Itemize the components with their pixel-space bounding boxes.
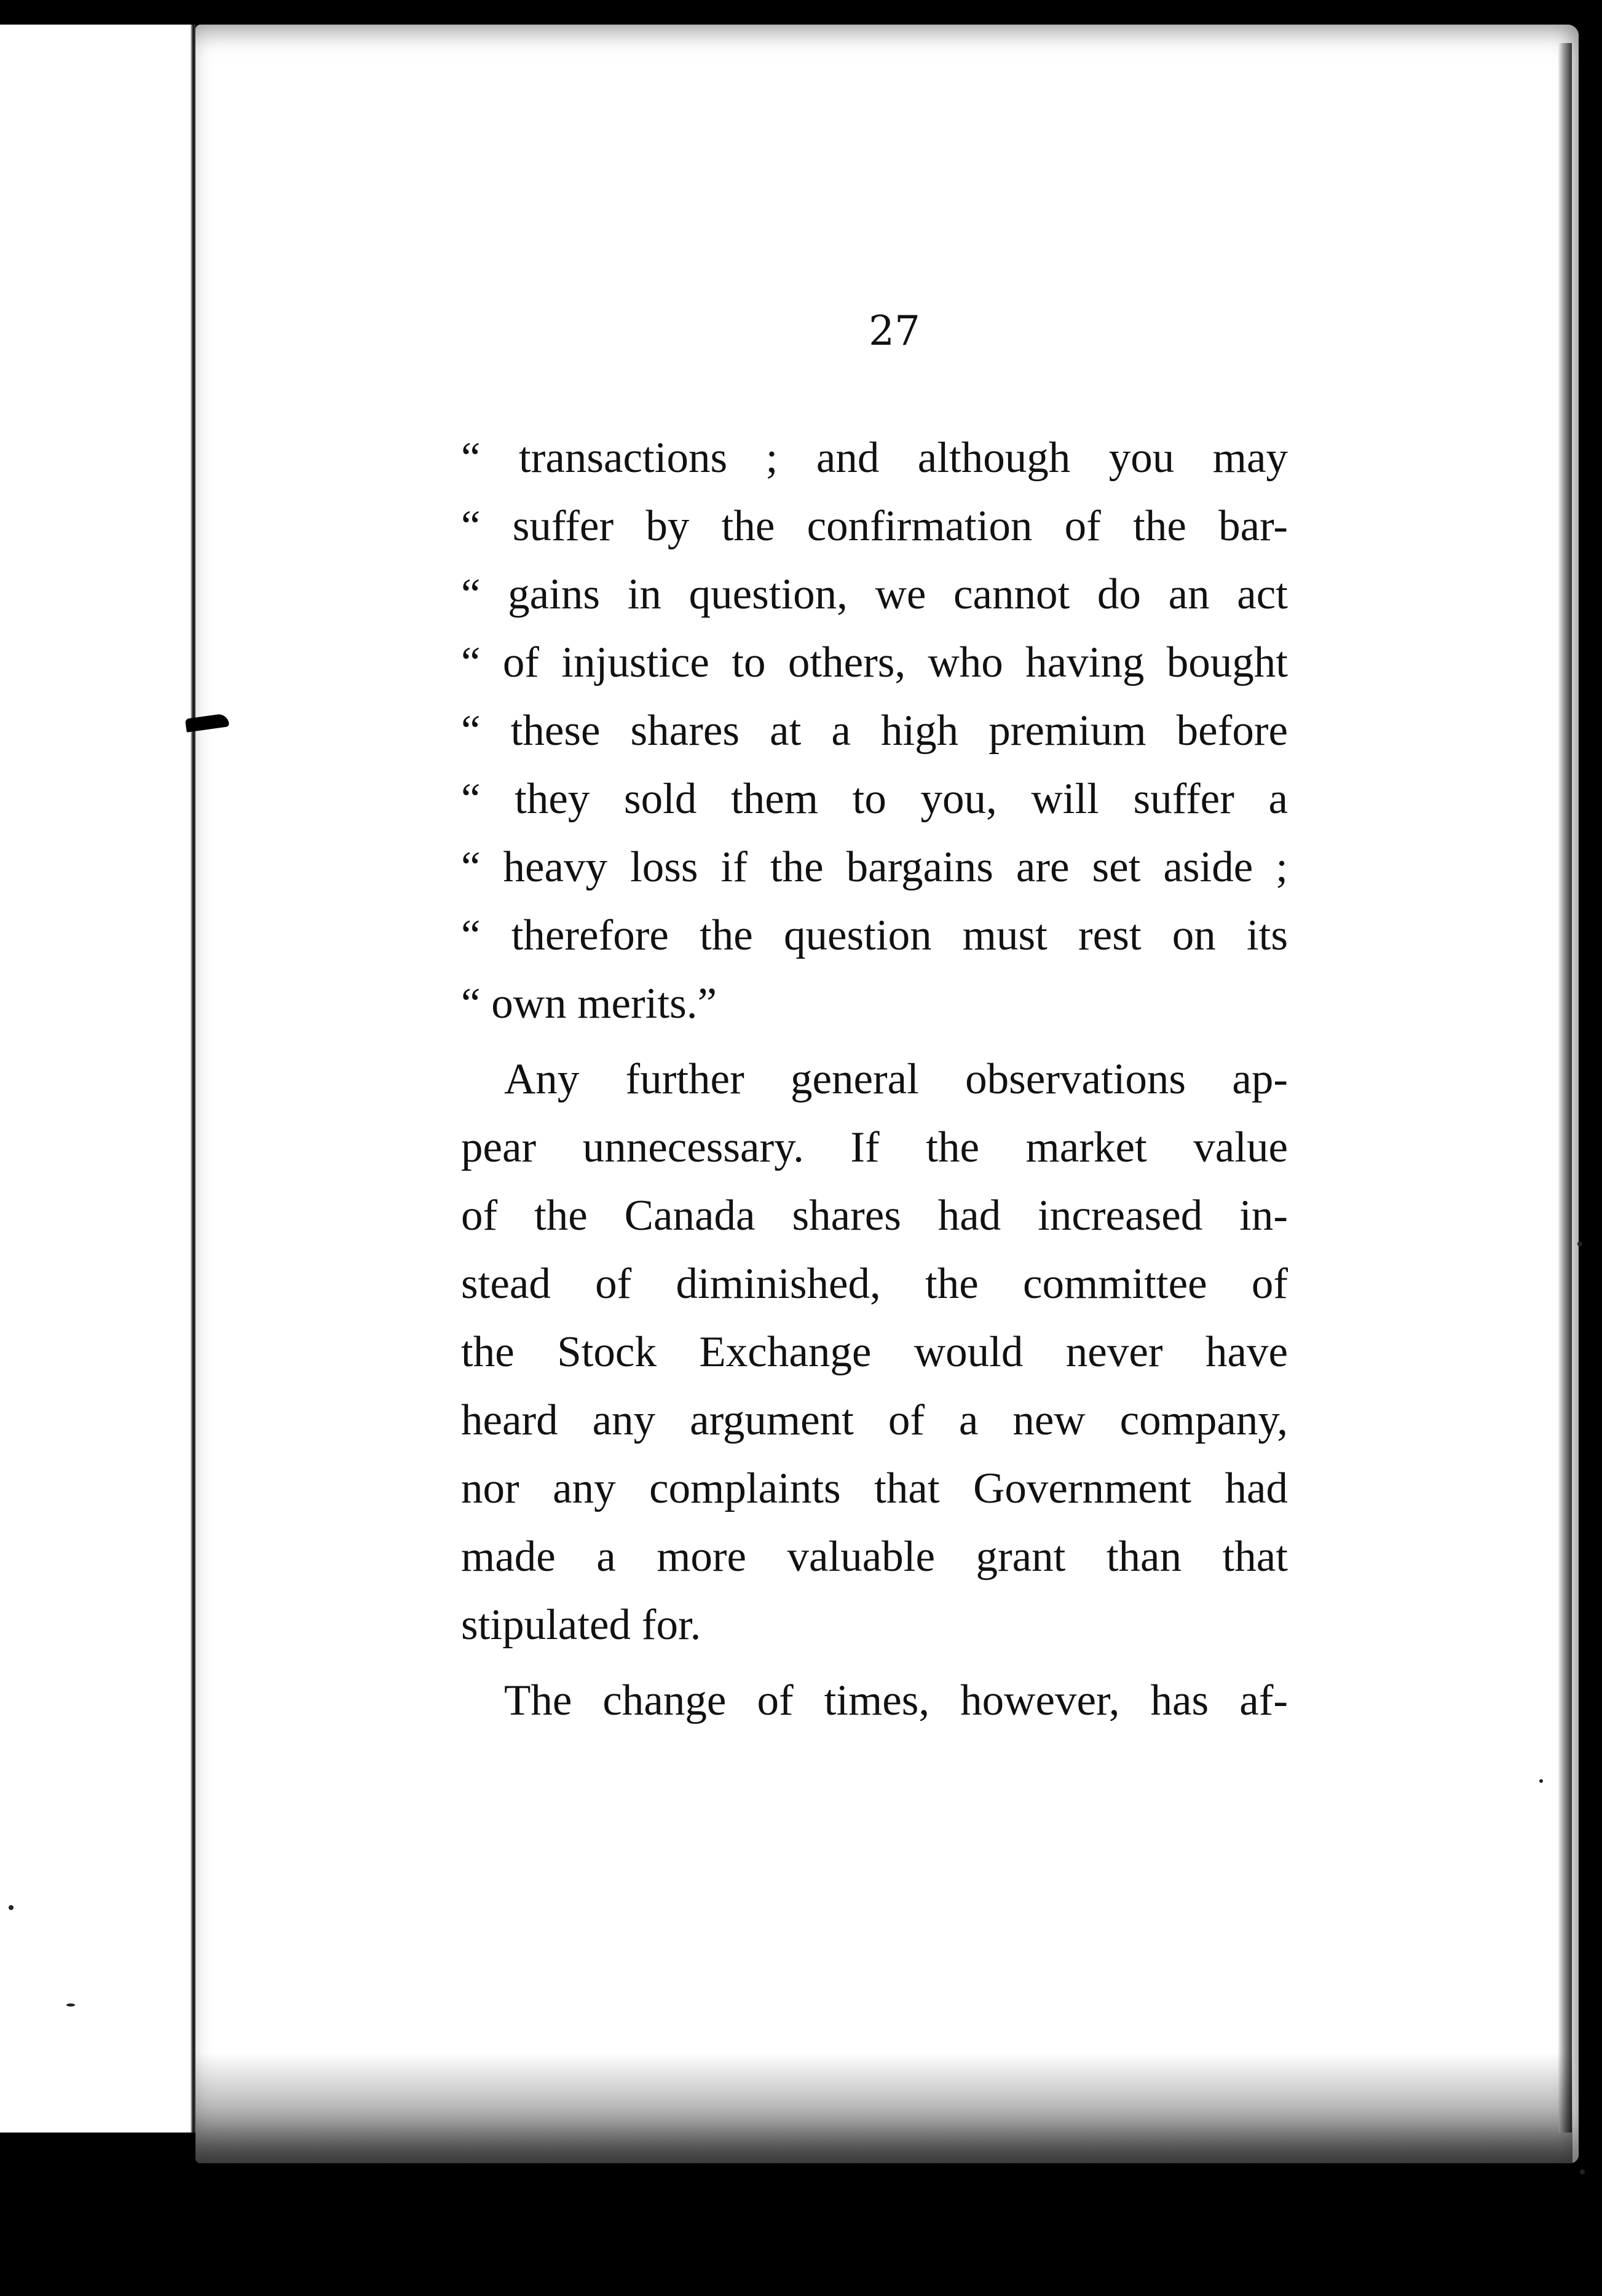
text-line: pear unnecessary. If the market value [461, 1123, 1288, 1171]
text-line: nor any complaints that Government had [461, 1464, 1288, 1512]
book-gutter [191, 25, 195, 2133]
text-line: made a more valuable grant than that [461, 1533, 1288, 1581]
text-line: “ therefore the question must rest on its [461, 911, 1288, 959]
paragraph-gap [461, 1038, 1288, 1045]
text-line: “ heavy loss if the bargains are set aside ; [461, 843, 1288, 891]
text-line: heard any argument of a new company, [461, 1396, 1288, 1444]
text-line: “ own merits.” [461, 980, 717, 1028]
page-number: 27 [869, 307, 920, 355]
text-line: “ they sold them to you, will suffer a [461, 775, 1288, 823]
text-line: stead of diminished, the committee of [461, 1260, 1288, 1308]
dust-speck [1577, 1241, 1582, 1246]
text-line: The change of times, however, has af- [504, 1677, 1288, 1724]
text-line: “ transactions ; and although you may [461, 434, 1288, 482]
dust-speck [1580, 2169, 1585, 2174]
paragraph-gap [461, 1659, 1288, 1667]
text-line: of the Canada shares had increased in- [461, 1192, 1288, 1240]
text-line: “ gains in question, we cannot do an act [461, 570, 1288, 618]
text-line: “ of injustice to others, who having bought [461, 639, 1288, 686]
text-line: the Stock Exchange would never have [461, 1328, 1288, 1376]
page-bottom-shadow [195, 2053, 1572, 2163]
text-line: “ these shares at a high premium before [461, 707, 1288, 755]
dust-speck [66, 2003, 75, 2007]
text-line: stipulated for. [461, 1601, 701, 1649]
dust-speck [1539, 1779, 1543, 1783]
page-right-edge-shadow [1558, 43, 1572, 2133]
text-line: Any further general observations ap- [504, 1055, 1288, 1103]
dust-speck [9, 1905, 14, 1910]
body-text [461, 424, 1288, 1735]
text-line: “ suffer by the confirmation of the bar- [461, 502, 1288, 550]
facing-page-edge [0, 25, 195, 2133]
